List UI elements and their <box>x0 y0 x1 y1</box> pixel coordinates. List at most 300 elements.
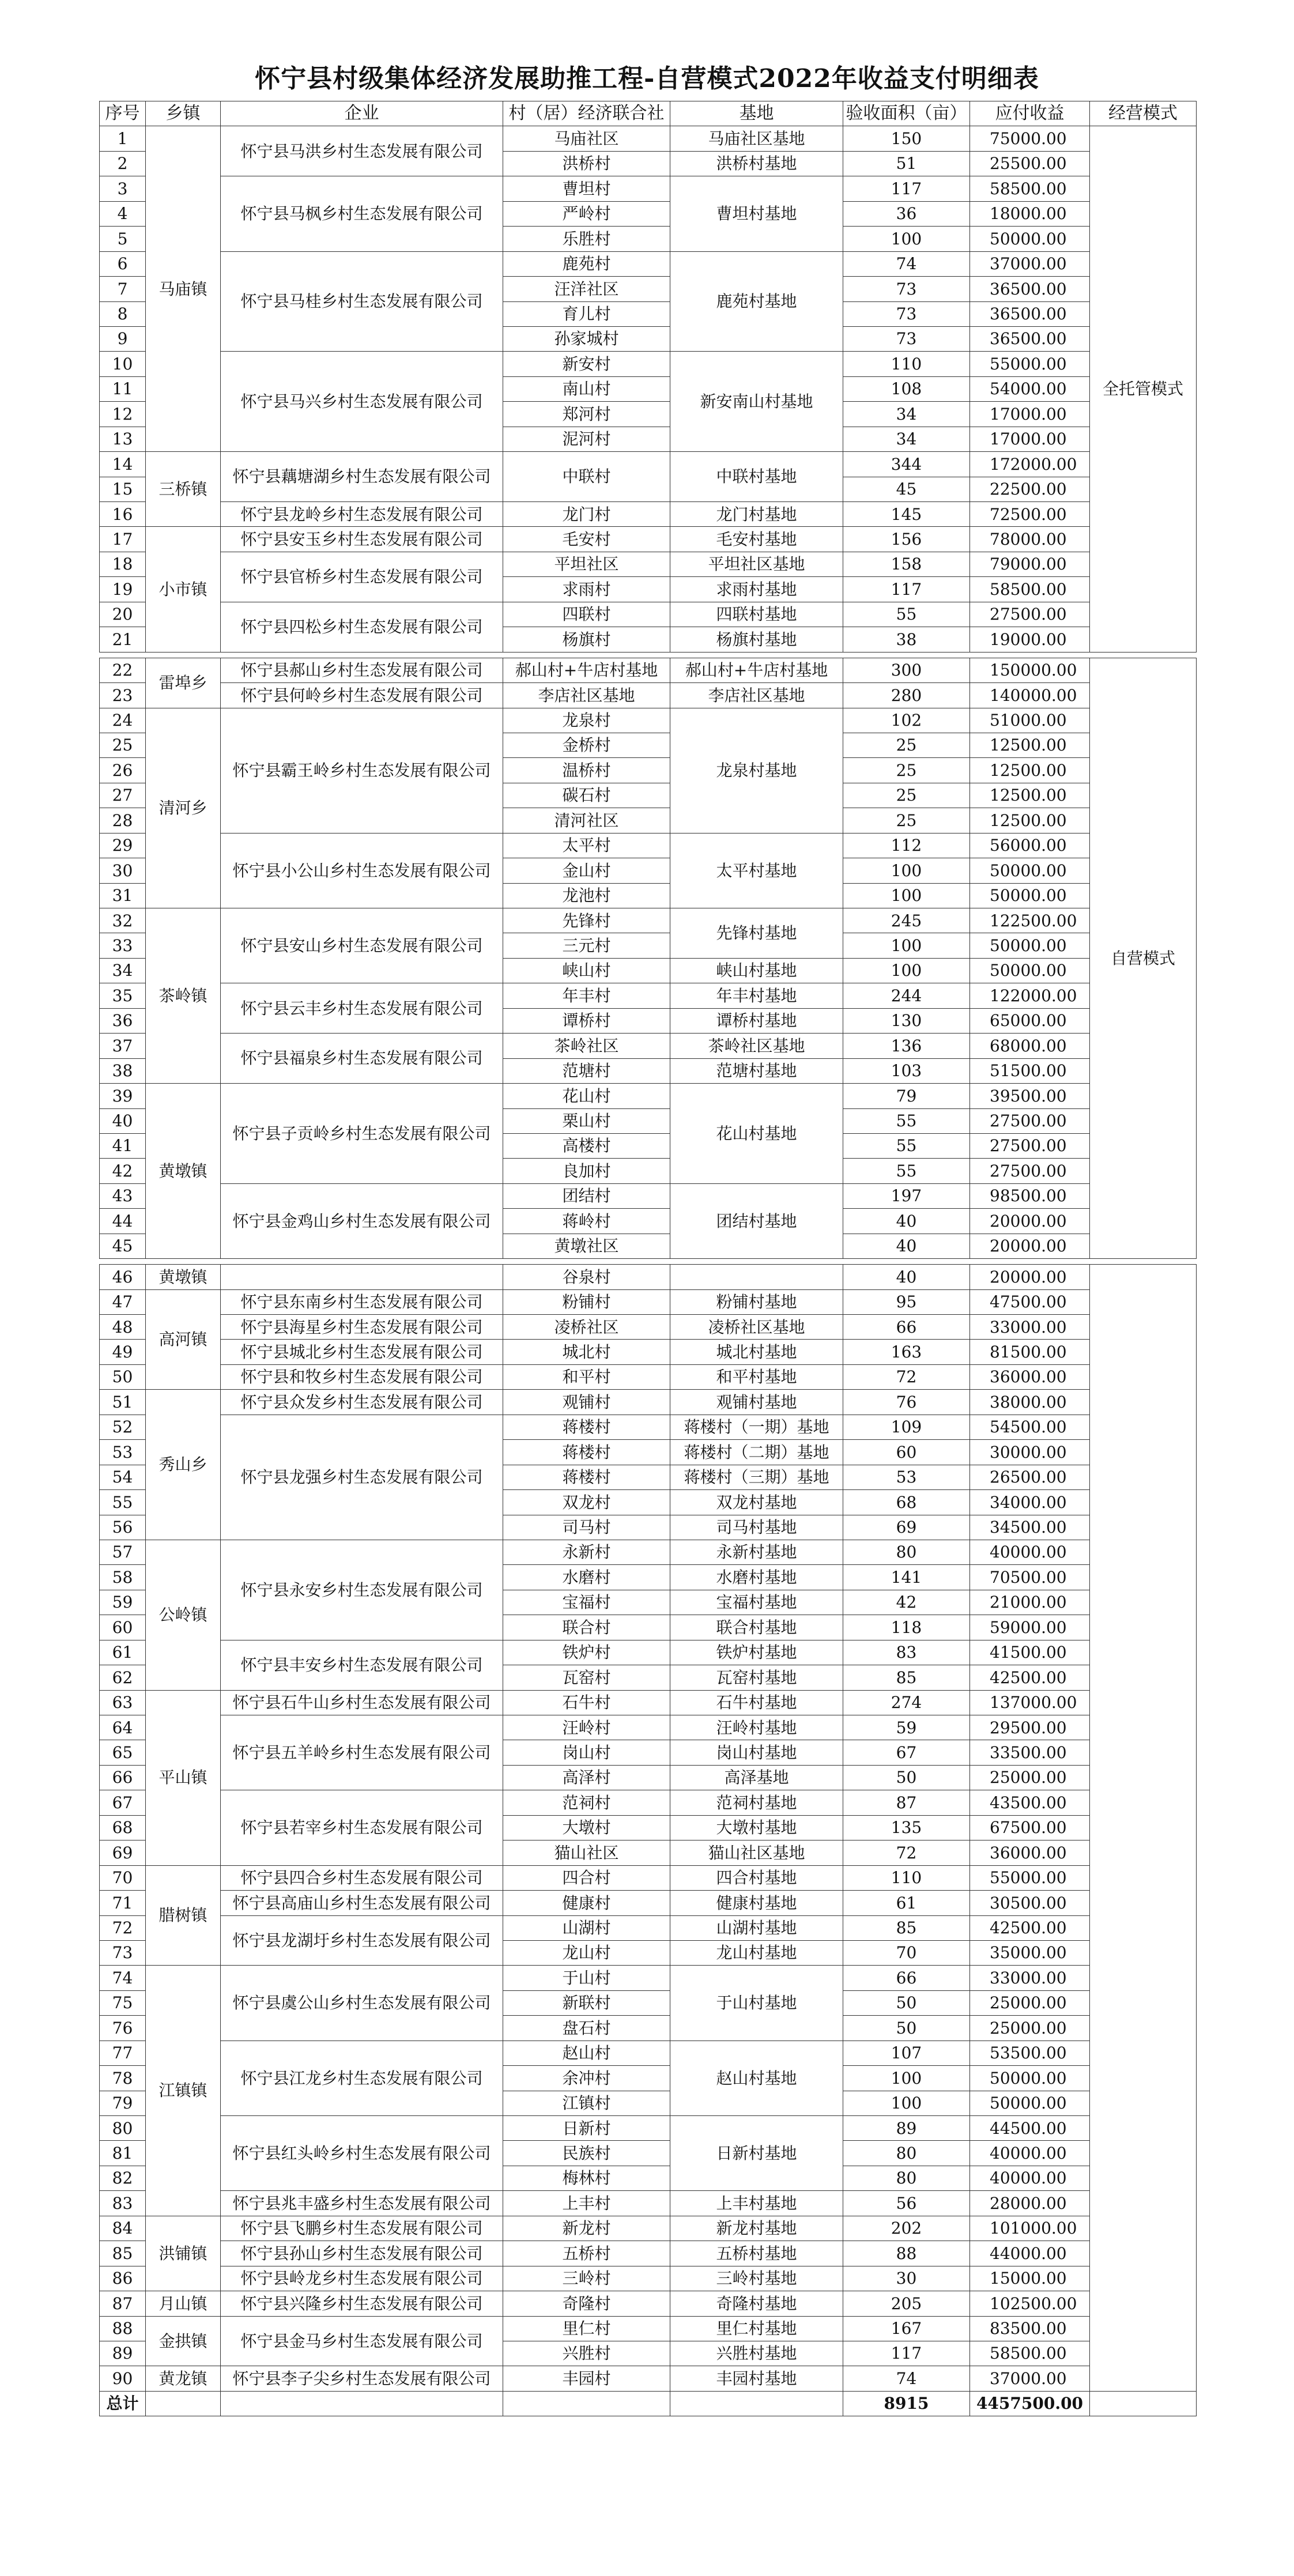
total-payment: 4457500.00 <box>970 2391 1090 2416</box>
table-row <box>100 1640 1197 1665</box>
table-row <box>100 1690 1197 1715</box>
row-number: 59 <box>100 1590 146 1615</box>
row-number: 54 <box>100 1465 146 1489</box>
payment-cell: 12500.00 <box>970 733 1090 757</box>
row-number: 69 <box>100 1840 146 1865</box>
area-cell: 205 <box>843 2291 970 2316</box>
empty-cell <box>1090 2391 1197 2416</box>
area-cell: 56 <box>843 2191 970 2216</box>
village-cell: 联合村 <box>503 1615 670 1640</box>
village-cell: 蒋楼村 <box>503 1465 670 1489</box>
empty-cell <box>146 2391 221 2416</box>
base-cell: 兴胜村基地 <box>670 2341 843 2366</box>
base-cell: 新龙村基地 <box>670 2216 843 2241</box>
table-row <box>100 552 1197 576</box>
village-cell: 李店社区基地 <box>503 683 670 708</box>
base-cell: 瓦窑村基地 <box>670 1665 843 1690</box>
empty-cell <box>670 2391 843 2416</box>
base-cell: 铁炉村基地 <box>670 1640 843 1665</box>
payment-cell: 20000.00 <box>970 1234 1090 1258</box>
area-cell: 245 <box>843 908 970 933</box>
town-cell: 月山镇 <box>146 2291 221 2316</box>
row-number: 32 <box>100 908 146 933</box>
area-cell: 66 <box>843 1966 970 1990</box>
payment-cell: 50000.00 <box>970 227 1090 251</box>
base-cell: 和平村基地 <box>670 1364 843 1389</box>
enterprise-cell: 怀宁县龙岭乡村生态发展有限公司 <box>221 502 503 527</box>
row-number: 85 <box>100 2241 146 2266</box>
town-cell: 公岭镇 <box>146 1540 221 1690</box>
town-cell: 黄龙镇 <box>146 2366 221 2391</box>
village-cell: 健康村 <box>503 1891 670 1915</box>
enterprise-cell: 怀宁县五羊岭乡村生态发展有限公司 <box>221 1715 503 1790</box>
base-cell: 杨旗村基地 <box>670 627 843 652</box>
village-cell: 太平村 <box>503 833 670 858</box>
table-row <box>100 1265 1197 1289</box>
enterprise-cell: 怀宁县子贡岭乡村生态发展有限公司 <box>221 1084 503 1184</box>
row-number: 23 <box>100 683 146 708</box>
village-cell: 铁炉村 <box>503 1640 670 1665</box>
town-cell: 洪铺镇 <box>146 2216 221 2291</box>
table-row <box>100 1915 1197 1940</box>
table-row <box>100 126 1197 151</box>
payment-cell: 29500.00 <box>970 1715 1090 1740</box>
base-cell: 双龙村基地 <box>670 1490 843 1515</box>
payment-cell: 40000.00 <box>970 1540 1090 1564</box>
base-cell: 赵山村基地 <box>670 2041 843 2115</box>
base-cell: 中联村基地 <box>670 452 843 502</box>
area-cell: 59 <box>843 1715 970 1740</box>
row-number: 87 <box>100 2291 146 2316</box>
payment-cell: 42500.00 <box>970 1915 1090 1940</box>
base-cell: 四联村基地 <box>670 602 843 627</box>
table-row <box>100 527 1197 552</box>
village-cell: 永新村 <box>503 1540 670 1564</box>
row-number: 80 <box>100 2116 146 2141</box>
area-cell: 85 <box>843 1665 970 1690</box>
payment-cell: 18000.00 <box>970 201 1090 226</box>
enterprise-cell: 怀宁县江龙乡村生态发展有限公司 <box>221 2041 503 2115</box>
enterprise-cell: 怀宁县岭龙乡村生态发展有限公司 <box>221 2266 503 2291</box>
town-cell: 茶岭镇 <box>146 908 221 1084</box>
village-cell: 花山村 <box>503 1084 670 1108</box>
area-cell: 156 <box>843 527 970 552</box>
village-cell: 猫山社区 <box>503 1840 670 1865</box>
payment-detail-table <box>99 101 1197 2416</box>
base-cell: 范塘村基地 <box>670 1058 843 1083</box>
row-number: 82 <box>100 2166 146 2190</box>
enterprise-cell: 怀宁县云丰乡村生态发展有限公司 <box>221 983 503 1034</box>
base-cell: 汪岭村基地 <box>670 1715 843 1740</box>
header-cell: 序号 <box>100 101 146 126</box>
payment-cell: 54500.00 <box>970 1415 1090 1439</box>
payment-cell: 38000.00 <box>970 1390 1090 1415</box>
row-number: 58 <box>100 1565 146 1590</box>
table-row <box>100 2241 1197 2266</box>
table-row <box>100 602 1197 627</box>
village-cell: 马庙社区 <box>503 126 670 151</box>
payment-cell: 50000.00 <box>970 858 1090 883</box>
row-number: 22 <box>100 658 146 682</box>
table-row <box>100 1289 1197 1314</box>
row-number: 73 <box>100 1940 146 1965</box>
area-cell: 100 <box>843 2091 970 2115</box>
payment-cell: 25000.00 <box>970 2016 1090 2041</box>
area-cell: 34 <box>843 427 970 451</box>
payment-cell: 51500.00 <box>970 1058 1090 1083</box>
area-cell: 85 <box>843 1915 970 1940</box>
enterprise-cell: 怀宁县官桥乡村生态发展有限公司 <box>221 552 503 602</box>
row-number: 6 <box>100 251 146 276</box>
enterprise-cell: 怀宁县众发乡村生态发展有限公司 <box>221 1390 503 1415</box>
village-cell: 司马村 <box>503 1515 670 1540</box>
payment-cell: 28000.00 <box>970 2191 1090 2216</box>
village-cell: 三岭村 <box>503 2266 670 2291</box>
area-cell: 42 <box>843 1590 970 1615</box>
village-cell: 龙池村 <box>503 883 670 908</box>
payment-cell: 47500.00 <box>970 1289 1090 1314</box>
row-number: 4 <box>100 201 146 226</box>
base-cell: 于山村基地 <box>670 1966 843 2041</box>
area-cell: 25 <box>843 758 970 783</box>
village-cell: 观铺村 <box>503 1390 670 1415</box>
base-cell: 粉铺村基地 <box>670 1289 843 1314</box>
village-cell: 团结村 <box>503 1183 670 1208</box>
area-cell: 45 <box>843 477 970 501</box>
table-row <box>100 658 1197 682</box>
base-cell: 先锋村基地 <box>670 908 843 959</box>
village-cell: 泥河村 <box>503 427 670 451</box>
village-cell: 范塘村 <box>503 1058 670 1083</box>
table-row <box>100 1891 1197 1915</box>
area-cell: 274 <box>843 1690 970 1715</box>
table-row <box>100 983 1197 1008</box>
payment-cell: 50000.00 <box>970 883 1090 908</box>
base-cell: 峡山村基地 <box>670 958 843 983</box>
table-row <box>100 833 1197 858</box>
enterprise-cell: 怀宁县金马乡村生态发展有限公司 <box>221 2316 503 2366</box>
payment-cell: 72500.00 <box>970 502 1090 527</box>
payment-cell: 12500.00 <box>970 758 1090 783</box>
village-cell: 新龙村 <box>503 2216 670 2241</box>
enterprise-cell: 怀宁县兆丰盛乡村生态发展有限公司 <box>221 2191 503 2216</box>
area-cell: 80 <box>843 2166 970 2190</box>
area-cell: 67 <box>843 1740 970 1765</box>
payment-cell: 75000.00 <box>970 126 1090 151</box>
section-gap <box>100 1259 1197 1265</box>
base-cell: 马庙社区基地 <box>670 126 843 151</box>
table-row <box>100 1340 1197 1364</box>
area-cell: 280 <box>843 683 970 708</box>
village-cell: 龙泉村 <box>503 708 670 733</box>
payment-cell: 12500.00 <box>970 783 1090 808</box>
village-cell: 粉铺村 <box>503 1289 670 1314</box>
row-number: 34 <box>100 958 146 983</box>
payment-cell: 34500.00 <box>970 1515 1090 1540</box>
village-cell: 城北村 <box>503 1340 670 1364</box>
row-number: 56 <box>100 1515 146 1540</box>
row-number: 12 <box>100 402 146 427</box>
row-number: 33 <box>100 933 146 958</box>
area-cell: 40 <box>843 1234 970 1258</box>
table-header <box>100 101 1197 126</box>
base-cell: 洪桥村基地 <box>670 151 843 176</box>
area-cell: 158 <box>843 552 970 576</box>
base-cell: 里仁村基地 <box>670 2316 843 2341</box>
row-number: 50 <box>100 1364 146 1389</box>
payment-cell: 101000.00 <box>970 2216 1090 2241</box>
area-cell: 80 <box>843 1540 970 1564</box>
area-cell: 50 <box>843 2016 970 2041</box>
row-number: 21 <box>100 627 146 652</box>
enterprise-cell: 怀宁县安玉乡村生态发展有限公司 <box>221 527 503 552</box>
row-number: 30 <box>100 858 146 883</box>
table-row <box>100 1415 1197 1439</box>
area-cell: 79 <box>843 1084 970 1108</box>
header-cell: 验收面积（亩） <box>843 101 970 126</box>
area-cell: 87 <box>843 1790 970 1815</box>
table-row <box>100 1034 1197 1058</box>
village-cell: 山湖村 <box>503 1915 670 1940</box>
payment-cell: 35000.00 <box>970 1940 1090 1965</box>
village-cell: 茶岭社区 <box>503 1034 670 1058</box>
area-cell: 55 <box>843 602 970 627</box>
base-cell: 日新村基地 <box>670 2116 843 2191</box>
payment-cell: 27500.00 <box>970 1108 1090 1133</box>
area-cell: 110 <box>843 352 970 376</box>
village-cell: 南山村 <box>503 376 670 401</box>
row-number: 49 <box>100 1340 146 1364</box>
row-number: 46 <box>100 1265 146 1289</box>
row-number: 57 <box>100 1540 146 1564</box>
mode-cell: 自营模式 <box>1090 658 1197 1259</box>
payment-cell: 50000.00 <box>970 2066 1090 2091</box>
area-cell: 73 <box>843 277 970 301</box>
village-cell: 良加村 <box>503 1159 670 1183</box>
section-gap <box>100 652 1197 658</box>
empty-cell <box>503 2391 670 2416</box>
row-number: 29 <box>100 833 146 858</box>
village-cell: 鹿苑村 <box>503 251 670 276</box>
area-cell: 25 <box>843 808 970 833</box>
row-number: 64 <box>100 1715 146 1740</box>
enterprise-cell: 怀宁县高庙山乡村生态发展有限公司 <box>221 1891 503 1915</box>
payment-cell: 26500.00 <box>970 1465 1090 1489</box>
area-cell: 130 <box>843 1008 970 1033</box>
area-cell: 109 <box>843 1415 970 1439</box>
enterprise-cell: 怀宁县四松乡村生态发展有限公司 <box>221 602 503 652</box>
base-cell: 花山村基地 <box>670 1084 843 1184</box>
payment-cell: 137000.00 <box>970 1690 1090 1715</box>
village-cell: 三元村 <box>503 933 670 958</box>
area-cell: 117 <box>843 176 970 201</box>
header-cell: 村（居）经济联合社 <box>503 101 670 126</box>
area-cell: 117 <box>843 577 970 602</box>
table-row <box>100 1183 1197 1208</box>
enterprise-cell: 怀宁县郝山乡村生态发展有限公司 <box>221 658 503 682</box>
base-cell: 永新村基地 <box>670 1540 843 1564</box>
village-cell: 蒋楼村 <box>503 1440 670 1465</box>
base-cell: 水磨村基地 <box>670 1565 843 1590</box>
village-cell: 平坦社区 <box>503 552 670 576</box>
enterprise-cell: 怀宁县霸王岭乡村生态发展有限公司 <box>221 708 503 833</box>
village-cell: 清河社区 <box>503 808 670 833</box>
village-cell: 上丰村 <box>503 2191 670 2216</box>
row-number: 62 <box>100 1665 146 1690</box>
payment-cell: 79000.00 <box>970 552 1090 576</box>
payment-cell: 25000.00 <box>970 1990 1090 2015</box>
enterprise-cell: 怀宁县永安乡村生态发展有限公司 <box>221 1540 503 1640</box>
row-number: 65 <box>100 1740 146 1765</box>
enterprise-cell: 怀宁县飞鹏乡村生态发展有限公司 <box>221 2216 503 2241</box>
village-cell: 郑河村 <box>503 402 670 427</box>
town-cell: 马庙镇 <box>146 126 221 452</box>
payment-cell: 122000.00 <box>970 983 1090 1008</box>
area-cell: 70 <box>843 1940 970 1965</box>
header-cell: 应付收益 <box>970 101 1090 126</box>
area-cell: 136 <box>843 1034 970 1058</box>
row-number: 25 <box>100 733 146 757</box>
village-cell: 于山村 <box>503 1966 670 1990</box>
area-cell: 40 <box>843 1265 970 1289</box>
payment-cell: 83500.00 <box>970 2316 1090 2341</box>
town-cell: 秀山乡 <box>146 1390 221 1540</box>
area-cell: 66 <box>843 1315 970 1340</box>
village-cell: 峡山村 <box>503 958 670 983</box>
table-row <box>100 1084 1197 1108</box>
payment-cell: 67500.00 <box>970 1815 1090 1840</box>
base-cell: 上丰村基地 <box>670 2191 843 2216</box>
row-number: 79 <box>100 2091 146 2115</box>
payment-cell: 34000.00 <box>970 1490 1090 1515</box>
payment-cell: 33000.00 <box>970 1315 1090 1340</box>
base-cell: 龙山村基地 <box>670 1940 843 1965</box>
area-cell: 83 <box>843 1640 970 1665</box>
enterprise-cell: 怀宁县小公山乡村生态发展有限公司 <box>221 833 503 908</box>
village-cell: 和平村 <box>503 1364 670 1389</box>
base-cell: 四合村基地 <box>670 1865 843 1890</box>
town-cell: 清河乡 <box>146 708 221 908</box>
village-cell: 水磨村 <box>503 1565 670 1590</box>
base-cell: 观铺村基地 <box>670 1390 843 1415</box>
row-number: 67 <box>100 1790 146 1815</box>
payment-cell: 78000.00 <box>970 527 1090 552</box>
row-number: 40 <box>100 1108 146 1133</box>
base-cell: 郝山村+牛店村基地 <box>670 658 843 682</box>
town-cell: 江镇镇 <box>146 1966 221 2216</box>
mode-cell <box>1090 1265 1197 2392</box>
payment-cell: 140000.00 <box>970 683 1090 708</box>
row-number: 19 <box>100 577 146 602</box>
village-cell: 碳石村 <box>503 783 670 808</box>
payment-cell: 25000.00 <box>970 1765 1090 1790</box>
area-cell: 100 <box>843 883 970 908</box>
village-cell: 龙门村 <box>503 502 670 527</box>
payment-cell: 150000.00 <box>970 658 1090 682</box>
base-cell: 蒋楼村（一期）基地 <box>670 1415 843 1439</box>
village-cell: 岗山村 <box>503 1740 670 1765</box>
payment-cell: 20000.00 <box>970 1209 1090 1234</box>
area-cell: 80 <box>843 2141 970 2166</box>
table-row <box>100 908 1197 933</box>
area-cell: 108 <box>843 376 970 401</box>
payment-cell: 59000.00 <box>970 1615 1090 1640</box>
enterprise-cell: 怀宁县海星乡村生态发展有限公司 <box>221 1315 503 1340</box>
row-number: 89 <box>100 2341 146 2366</box>
payment-cell: 44500.00 <box>970 2116 1090 2141</box>
enterprise-cell: 怀宁县安山乡村生态发展有限公司 <box>221 908 503 983</box>
enterprise-cell <box>221 1265 503 1289</box>
base-cell: 石牛村基地 <box>670 1690 843 1715</box>
payment-cell: 50000.00 <box>970 2091 1090 2115</box>
payment-cell: 58500.00 <box>970 577 1090 602</box>
row-number: 72 <box>100 1915 146 1940</box>
payment-cell: 55000.00 <box>970 1865 1090 1890</box>
row-number: 88 <box>100 2316 146 2341</box>
gap-cell <box>100 652 1197 658</box>
row-number: 63 <box>100 1690 146 1715</box>
row-number: 41 <box>100 1133 146 1158</box>
enterprise-cell: 怀宁县李子尖乡村生态发展有限公司 <box>221 2366 503 2391</box>
table-row <box>100 1315 1197 1340</box>
area-cell: 36 <box>843 201 970 226</box>
village-cell: 郝山村+牛店村基地 <box>503 658 670 682</box>
table-row <box>100 502 1197 527</box>
row-number: 38 <box>100 1058 146 1083</box>
village-cell: 黄墩社区 <box>503 1234 670 1258</box>
row-number: 8 <box>100 301 146 326</box>
area-cell: 100 <box>843 958 970 983</box>
area-cell: 51 <box>843 151 970 176</box>
village-cell: 民族村 <box>503 2141 670 2166</box>
row-number: 17 <box>100 527 146 552</box>
base-cell: 鹿苑村基地 <box>670 251 843 352</box>
payment-cell: 50000.00 <box>970 958 1090 983</box>
base-cell: 奇隆村基地 <box>670 2291 843 2316</box>
row-number: 66 <box>100 1765 146 1790</box>
village-cell: 蒋楼村 <box>503 1415 670 1439</box>
village-cell: 余冲村 <box>503 2066 670 2091</box>
enterprise-cell: 怀宁县马兴乡村生态发展有限公司 <box>221 352 503 452</box>
village-cell: 四合村 <box>503 1865 670 1890</box>
base-cell: 蒋楼村（二期）基地 <box>670 1440 843 1465</box>
village-cell: 金山村 <box>503 858 670 883</box>
enterprise-cell: 怀宁县兴隆乡村生态发展有限公司 <box>221 2291 503 2316</box>
row-number: 70 <box>100 1865 146 1890</box>
village-cell: 赵山村 <box>503 2041 670 2065</box>
payment-cell: 27500.00 <box>970 602 1090 627</box>
village-cell: 高楼村 <box>503 1133 670 1158</box>
village-cell: 范祠村 <box>503 1790 670 1815</box>
payment-cell: 55000.00 <box>970 352 1090 376</box>
table-row <box>100 1390 1197 1415</box>
payment-cell: 30500.00 <box>970 1891 1090 1915</box>
town-cell: 雷埠乡 <box>146 658 221 708</box>
enterprise-cell: 怀宁县虞公山乡村生态发展有限公司 <box>221 1966 503 2041</box>
area-cell: 76 <box>843 1390 970 1415</box>
table-row <box>100 1966 1197 1990</box>
table-row <box>100 2191 1197 2216</box>
area-cell: 150 <box>843 126 970 151</box>
village-cell: 先锋村 <box>503 908 670 933</box>
area-cell: 73 <box>843 301 970 326</box>
enterprise-cell: 怀宁县石牛山乡村生态发展有限公司 <box>221 1690 503 1715</box>
village-cell: 毛安村 <box>503 527 670 552</box>
base-cell: 宝福村基地 <box>670 1590 843 1615</box>
village-cell: 龙山村 <box>503 1940 670 1965</box>
area-cell: 100 <box>843 2066 970 2091</box>
area-cell: 50 <box>843 1765 970 1790</box>
